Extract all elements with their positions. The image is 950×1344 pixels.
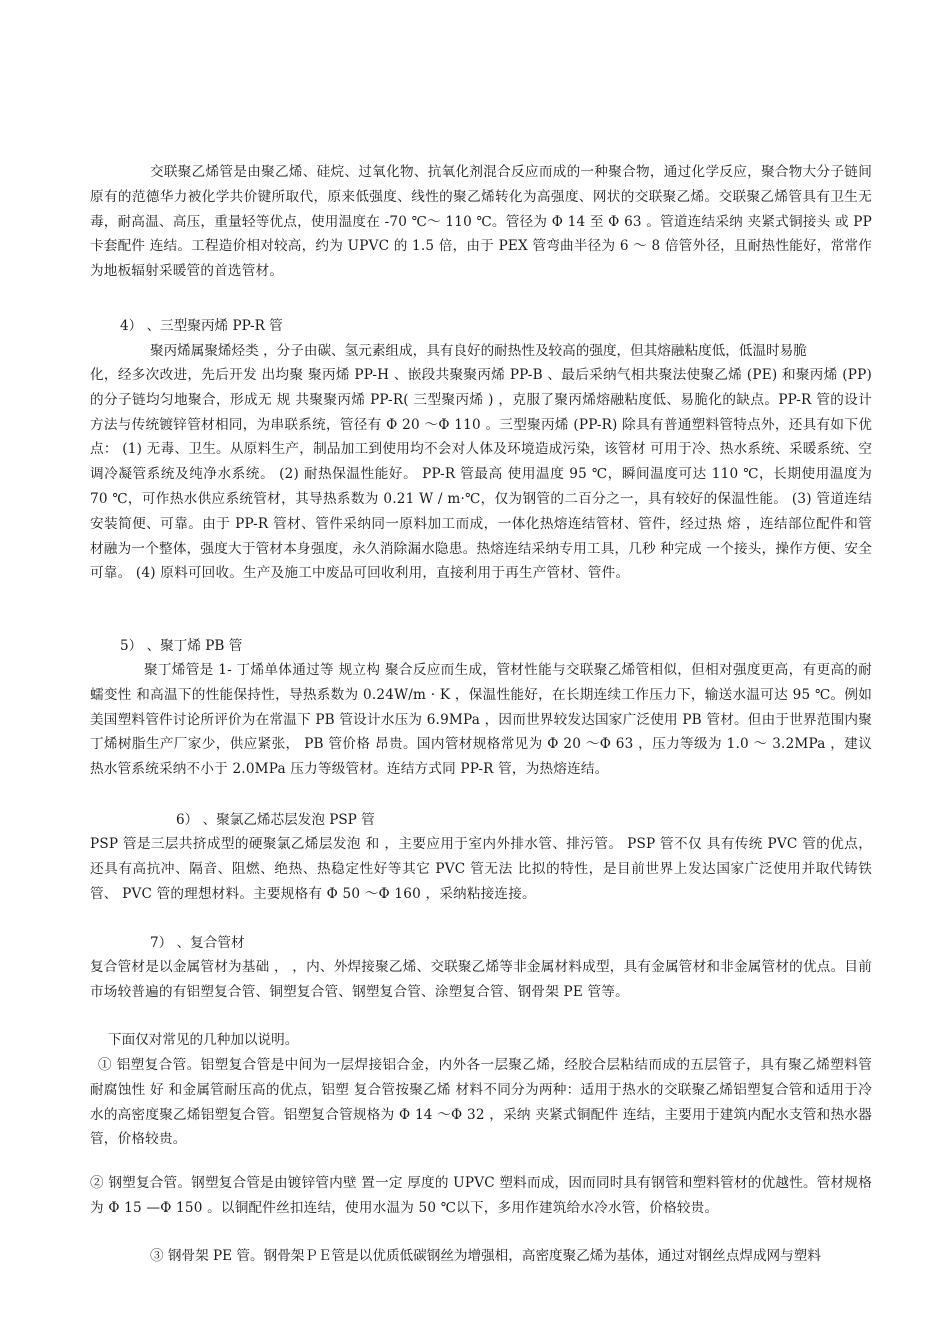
paragraph-steel-plastic-pipe <box>90 1171 872 1221</box>
heading-composite-pipe: 7） 、复合管材 <box>150 935 245 951</box>
paragraph-text: PSP 管是三层共挤成型的硬聚氯乙烯层发泡 和 ，主要应用于室内外排水管、排污管。 PSP 管不仅 具有传统 PVC 管的优点，还具有高抗冲、隔音、阻燃、绝热、热稳定性好等其它 PVC 管无法 比拟的特性，是目前世界上发达国家广泛使用并取代铸铁管、 PVC 管的理想材料。主要规格有 Φ 50 ～Φ 160 ，采纳粘接连接。 <box>90 836 872 902</box>
paragraph-pb-pipe <box>90 658 872 782</box>
heading-pb-pipe: 5） 、聚丁烯 PB 管 <box>120 638 243 654</box>
paragraph-text: 交联聚乙烯管是由聚乙烯、硅烷、过氧化物、抗氧化剂混合反应而成的一种聚合物，通过化学反应，聚合物大分子链间原有的范德华力被化学共价键所取代，原来低强度、线性的聚乙烯转化为高强度、网状的交联聚乙烯。交联聚乙烯管具有卫生无毒，耐高温、高压，重量轻等优点，使用温度在 -70 ℃～ 110 ℃。管径为 Φ 14 至 Φ 63 。管道连结采纳 夹紧式铜接头 或 PP 卡套配件 连结。工程造价相对较高，约为 UPVC 的 1.5 倍，由于 PEX 管弯曲半径为 6 ～ 8 倍管外径，且耐热性能好，常常作为地板辐射采暖管的首选管材。 <box>90 164 872 280</box>
paragraph-text: ② 钢塑复合管。钢塑复合管是由镀锌管内壁 置一定 厚度的 UPVC 塑料而成，因而同时具有钢管和塑料管材的优越性。管材规格为 Φ 15 —Φ 150 。以铜配件丝扣连结，使用水温为 50 ℃以下，多用作建筑给水冷水管，价格较贵。 <box>90 1175 872 1216</box>
paragraph-text: 聚丁烯管是 1- 丁烯单体通过等 规立构 聚合反应而生成，管材性能与交联聚乙烯管相似，但相对强度更高，有更高的耐 蠕变性 和高温下的性能保持性，导热系数为 0.24W/m · K ，保温性能好，在长期连续工作压力下，输送水温可达 95 ℃。例如美国塑料管件讨论所评价为在常温下 PB 管设计水压为 6.9MPa ，因而世界较发达国家广泛使用 PB 管材。但由于世界范围内聚丁烯树脂生产厂家少，供应紧张， PB 管价格 昂贵。国内管材规格常见为 Φ 20 ～Φ 63 ，压力等级为 1.0 ～ 3.2MPa ，建议热水管系统采纳不小于 2.0MPa 压力等级管材。连结方式同 PP-R 管，为热熔连结。 <box>90 662 872 778</box>
heading-ppr-pipe: 4） 、三型聚丙烯 PP-R 管 <box>120 318 283 334</box>
paragraph-text: 复合管材是以金属管材为基础 ， ，内、外焊接聚乙烯、交联聚乙烯等非金属材料成型，具有金属管材和非金属管材的优点。目前市场较普遍的有铝塑复合管、铜塑复合管、钢塑复合管、涂塑复合管、钢骨架 PE 管等。 <box>90 959 872 1000</box>
paragraph-pex-pipe <box>90 160 872 284</box>
paragraph-text: ① 铝塑复合管。铝塑复合管是中间为一层焊接铝合金，内外各一层聚乙烯，经胶合层粘结而成的五层管子，具有聚乙烯塑料管耐腐蚀性 好 和金属管耐压高的优点，铝塑 复合管按聚乙烯 材料不同分为两种：适用于热水的交联聚乙烯铝塑复合管和适用于冷水的高密度聚乙烯铝塑复合管。铝塑复合管规格为 Φ 14 ～Φ 32 ，采纳 夹紧式铜配件 连结，主要用于建筑内配水支管和热水器管，价格较贵。 <box>90 1057 872 1148</box>
paragraph-ppr-pipe <box>90 363 872 586</box>
paragraph-aluminum-plastic-pipe <box>90 1053 872 1152</box>
paragraph-ppr-first-line: 聚丙烯属聚烯烃类 ，分子由碳、氢元素组成，具有良好的耐热性及较高的强度，但其熔融粘度低，低温时易脆 <box>150 343 807 359</box>
paragraph-intro: 下面仅对常见的几种加以说明。 <box>108 1032 299 1048</box>
paragraph-text: 化，经多次改进，先后开发 出均聚 聚丙烯 PP-H 、嵌段共聚聚丙烯 PP-B 、最后采纳气相共聚法使聚乙烯 (PE) 和聚丙烯 (PP) 的分子链均匀地聚合，形成无 规 共聚聚丙烯 PP-R( 三型聚丙烯 ) ，克服了聚丙烯熔融粘度低、易脆化的缺点。PP-R 管的设计方法与传统镀锌管材相同，为串联系统，管径有 Φ 20 ～Φ 110 。三型聚丙烯 (PP-R) 除具有普通塑料管特点外，还具有如下优点： (1) 无毒、卫生。从原料生产，制品加工到使用均不会对人体及环境造成污染，该管材 可用于冷、热水系统、采暖系统、空调冷凝管系统及纯净水系统。 (2) 耐热保温性能好。 PP-R 管最高 使用温度 95 ℃，瞬间温度可达 110 ℃，长期使用温度为 70 ℃，可作热水供应系统管材，其导热系数为 0.21 W / m·℃，仅为钢管的二百分之一，具有较好的保温性能。 (3) 管道连结安装简便、可靠。由于 PP-R 管材、管件采纳同一原料加工而成，一体化热熔连结管材、管件，经过热 熔 ，连结部位配件和管材融为一个整体，强度大于管材本身强度，永久消除漏水隐患。热熔连结采纳专用工具，几秒 种完成 一个接头，操作方便、安全可靠。 (4) 原料可回收。生产及施工中废品可回收利用，直接利用于再生产管材、管件。 <box>90 367 872 582</box>
paragraph-psp-pipe <box>90 832 872 906</box>
paragraph-composite-pipe <box>90 955 872 1005</box>
heading-psp-pipe: 6） 、聚氯乙烯芯层发泡 PSP 管 <box>176 812 375 828</box>
paragraph-steel-frame-pe-pipe: ③ 钢骨架 PE 管。钢骨架ＰＥ管是以优质低碳钢丝为增强相，高密度聚乙烯为基体，通过对钢丝点焊成网与塑料 <box>150 1248 821 1264</box>
